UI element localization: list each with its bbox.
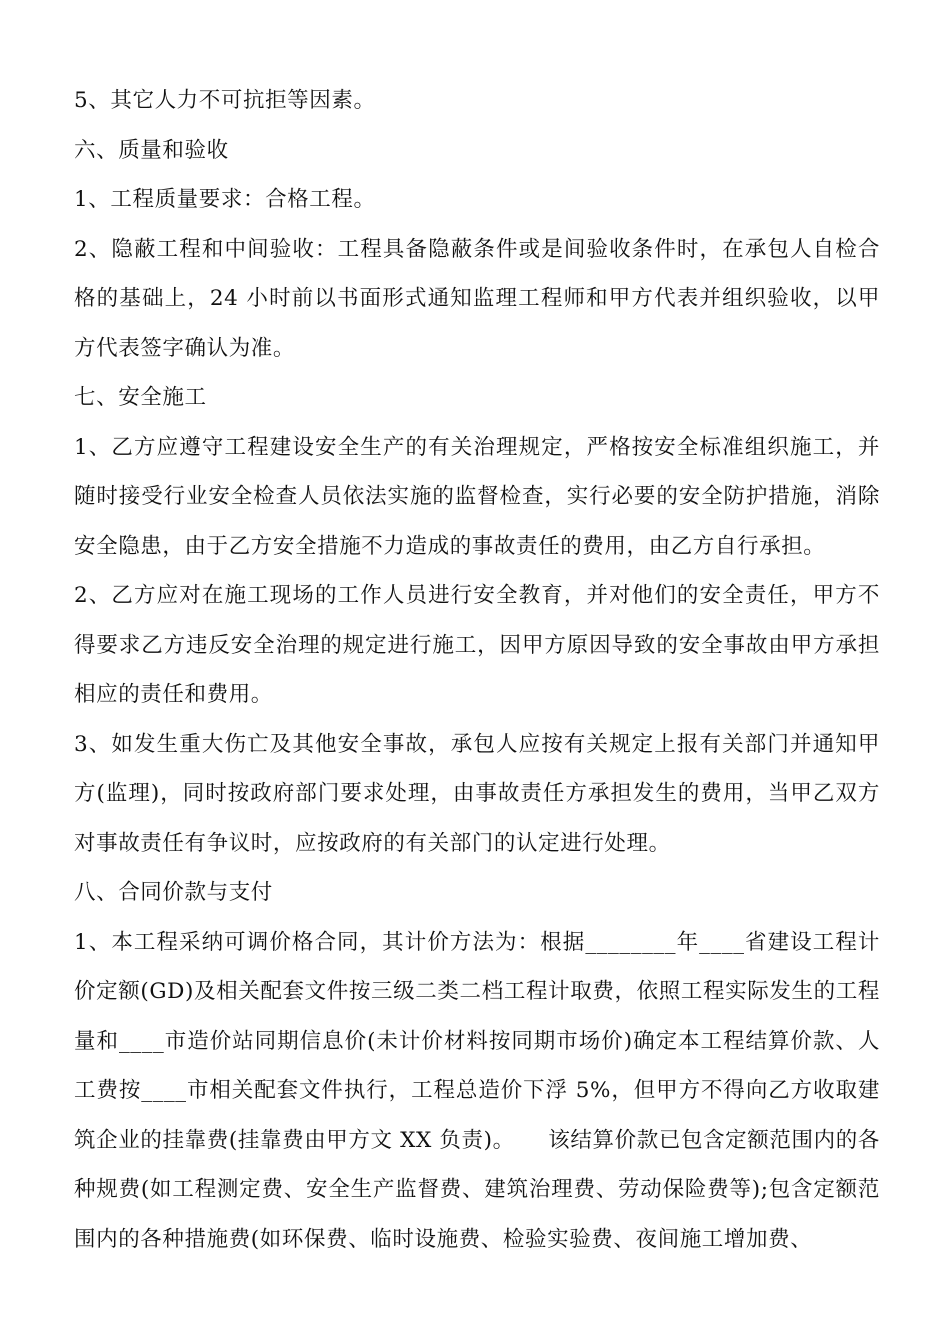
paragraph-safety-regulations: 1、乙方应遵守工程建设安全生产的有关治理规定，严格按安全标准组织施工，并随时接受行业安全检查人员依法实施的监督检查，实行必要的安全防护措施，消除安全隐患，由于乙方安全措施不力造成的事故责任的费用，由乙方自行承担。 [74,434,880,559]
paragraph-price-method: 1、本工程采纳可调价格合同，其计价方法为：根据________年____省建设工程计价定额(GD)及相关配套文件按三级二类二档工程计取费，依照工程实际发生的工程量和____市造价站同期信息价(未计价材料按同期市场价)确定本工程结算价款、人工费按____市相关配套文件执行，工程总造价下浮 5%，但甲方不得向乙方收取建筑企业的挂靠费(挂靠费由甲方文 XX 负责)。 该结算价款已包含定额范围内的各种规费(如工程测定费、安全生产监督费、建筑治理费、劳动保险费等);包含定额范围内的各种措施费(如环保费、临时设施费、检验实验费、夜间施工增加费、 [74,929,880,1252]
section-heading-quality-acceptance: 六、质量和验收 [74,137,229,163]
paragraph-safety-education: 2、乙方应对在施工现场的工作人员进行安全教育，并对他们的安全责任，甲方不得要求乙方违反安全治理的规定进行施工，因甲方原因导致的安全事故由甲方承担相应的责任和费用。 [74,583,880,707]
document-page [74,76,880,1264]
paragraph-force-majeure-item-5: 5、其它人力不可抗拒等因素。 [74,88,376,113]
paragraph-accident-handling: 3、如发生重大伤亡及其他安全事故，承包人应按有关规定上报有关部门并通知甲方(监理)，同时按政府部门要求处理，由事故责任方承担发生的费用，当甲乙双方对事故责任有争议时，应按政府的有关部门的认定进行处理。 [74,731,880,856]
paragraph-quality-requirement: 1、工程质量要求：合格工程。 [74,187,376,212]
section-heading-safety-construction: 七、安全施工 [74,385,207,410]
section-heading-contract-price-payment: 八、合同价款与支付 [74,880,273,905]
paragraph-hidden-works-acceptance: 2、隐蔽工程和中间验收：工程具备隐蔽条件或是间验收条件时，在承包人自检合格的基础上，24 小时前以书面形式通知监理工程师和甲方代表并组织验收，以甲方代表签字确认为准。 [74,236,880,361]
